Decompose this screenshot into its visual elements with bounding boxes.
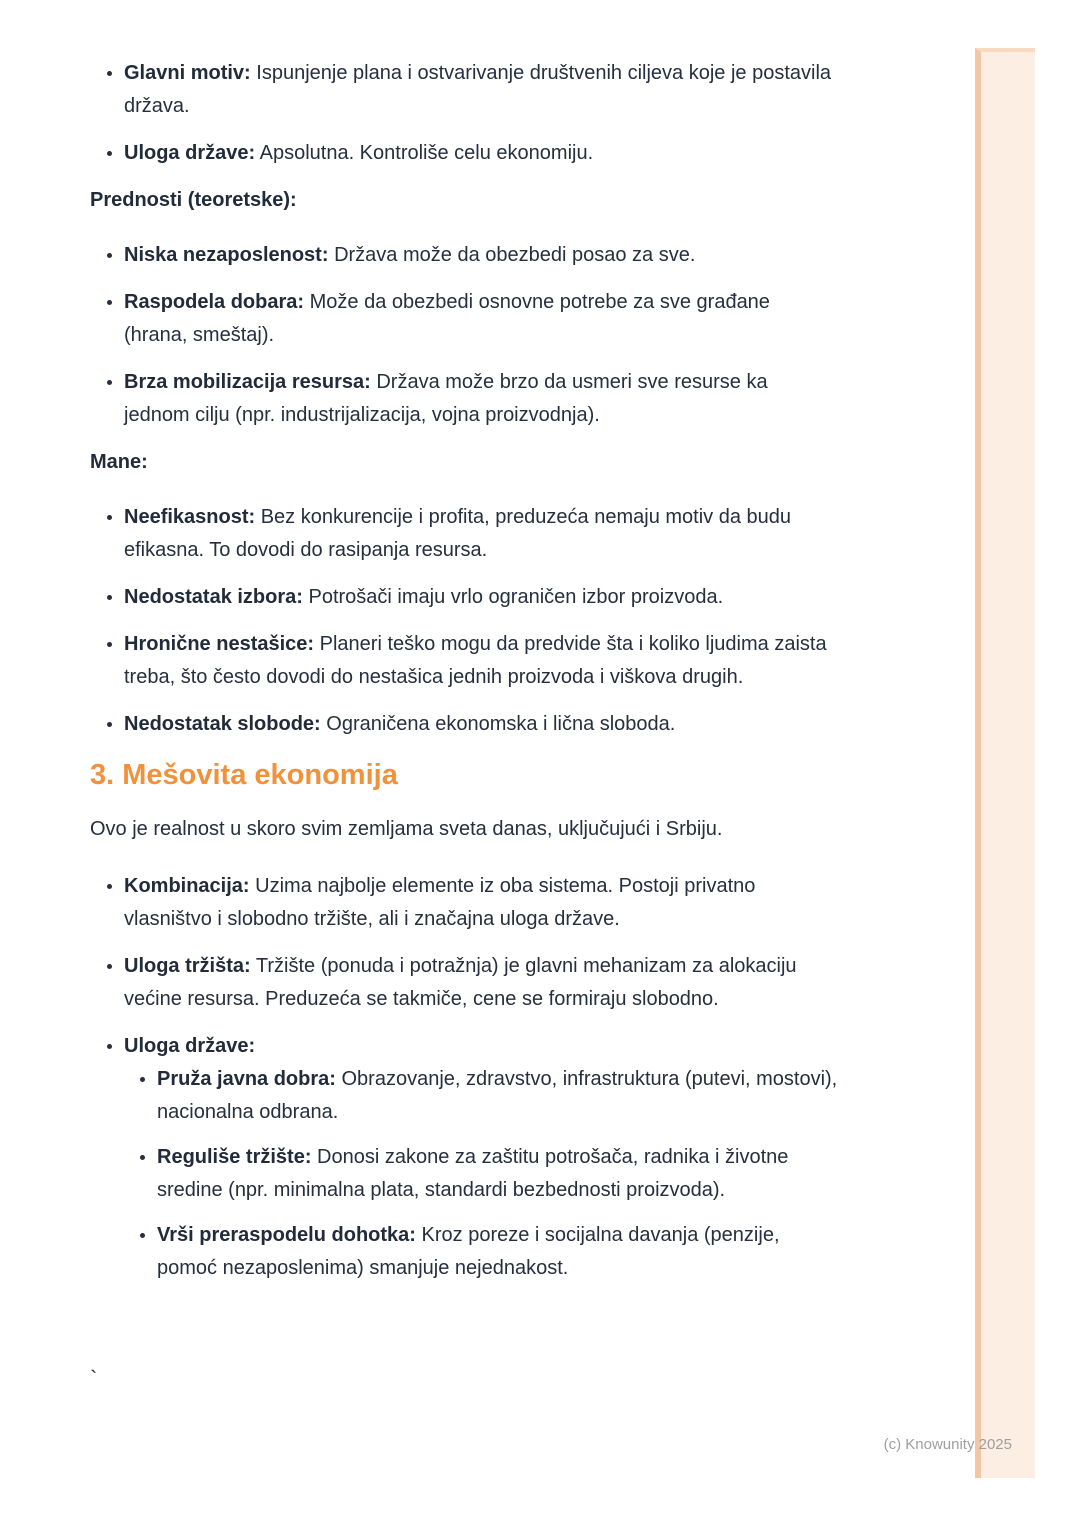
bullet-label: Kombinacija:	[124, 875, 250, 897]
bullet-text: Donosi zakone za zaštitu potrošača, radnika i životne sredine (npr. minimalna plata, standardi bezbednosti proizvoda).	[157, 1146, 789, 1201]
bullet-label: Uloga tržišta:	[124, 955, 251, 977]
list-item	[157, 1063, 838, 1129]
bullet-label: Brza mobilizacija resursa:	[124, 371, 371, 393]
bullet-label: Pruža javna dobra:	[157, 1068, 336, 1090]
list-item	[124, 366, 838, 432]
bullet-text: Ispunjenje plana i ostvarivanje društvenih ciljeva koje je postavila država.	[124, 62, 832, 117]
list-item	[157, 1219, 838, 1285]
bullet-label: Uloga države:	[124, 1035, 256, 1057]
list-item	[124, 950, 838, 1016]
prednosti-bullet-list	[90, 239, 838, 432]
section-heading-mane: Mane:	[90, 451, 148, 473]
bullet-text: Apsolutna. Kontroliše celu ekonomiju.	[259, 142, 594, 164]
page-edge-accent-bar	[975, 48, 1035, 1478]
list-item	[124, 239, 838, 272]
bullet-text: Država može da obezbedi posao za sve.	[334, 244, 696, 266]
bullet-label: Raspodela dobara:	[124, 291, 305, 313]
uloga-drzave-sublist	[124, 1063, 838, 1285]
bullet-label: Niska nezaposlenost:	[124, 244, 329, 266]
intro-bullet-list	[90, 57, 838, 170]
section-intro-paragraph: Ovo je realnost u skoro svim zemljama sveta danas, uključujući i Srbiju.	[90, 818, 723, 840]
bullet-label: Nedostatak slobode:	[124, 713, 321, 735]
bullet-label: Glavni motiv:	[124, 62, 251, 84]
list-item	[124, 286, 838, 352]
section-heading-prednosti: Prednosti (teoretske):	[90, 189, 297, 211]
list-item	[124, 501, 838, 567]
bullet-text: Kroz poreze i socijalna davanja (penzije, pomoć nezaposlenima) smanjuje nejednakost.	[157, 1224, 780, 1279]
list-item	[124, 870, 838, 936]
document-content	[90, 57, 838, 1299]
mesovita-bullet-list	[90, 870, 838, 1285]
bullet-label: Reguliše tržište:	[157, 1146, 312, 1168]
list-item	[124, 57, 838, 123]
bullet-text: Planeri teško mogu da predvide šta i koliko ljudima zaista treba, što često dovodi do nestašica jednih proizvoda i viškova drugih.	[124, 633, 827, 688]
list-item	[124, 137, 838, 170]
mane-bullet-list	[90, 501, 838, 741]
list-item	[124, 628, 838, 694]
bullet-text: Bez konkurencije i profita, preduzeća nemaju motiv da budu efikasna. To dovodi do rasipanja resursa.	[124, 506, 792, 561]
list-item	[124, 581, 838, 614]
bullet-text: Država može brzo da usmeri sve resurse ka jednom cilju (npr. industrijalizacija, vojna proizvodnja).	[124, 371, 768, 426]
bullet-text: Tržište (ponuda i potražnja) je glavni mehanizam za alokaciju većine resursa. Preduzeća se takmiče, cene se formiraju slobodno.	[124, 955, 797, 1010]
bullet-text: Može da obezbedi osnovne potrebe za sve građane (hrana, smeštaj).	[124, 291, 770, 346]
bullet-label: Nedostatak izbora:	[124, 586, 303, 608]
section-heading-mesovita-ekonomija: 3. Mešovita ekonomija	[90, 759, 398, 791]
bullet-label: Hronične nestašice:	[124, 633, 315, 655]
bullet-text: Potrošači imaju vrlo ograničen izbor proizvoda.	[308, 586, 724, 608]
list-item	[124, 708, 838, 741]
list-item	[124, 1030, 838, 1285]
bullet-text: Ograničena ekonomska i lična sloboda.	[326, 713, 676, 735]
stray-backtick-character: `	[90, 1366, 98, 1391]
copyright-watermark: (c) Knowunity 2025	[883, 1436, 1012, 1453]
bullet-text: Obrazovanje, zdravstvo, infrastruktura (putevi, mostovi), nacionalna odbrana.	[157, 1068, 838, 1123]
bullet-label: Vrši preraspodelu dohotka:	[157, 1224, 416, 1246]
bullet-text: Uzima najbolje elemente iz oba sistema. Postoji privatno vlasništvo i slobodno tržište, ali i značajna uloga države.	[124, 875, 756, 930]
bullet-label: Uloga države:	[124, 142, 256, 164]
bullet-label: Neefikasnost:	[124, 506, 256, 528]
list-item	[157, 1141, 838, 1207]
